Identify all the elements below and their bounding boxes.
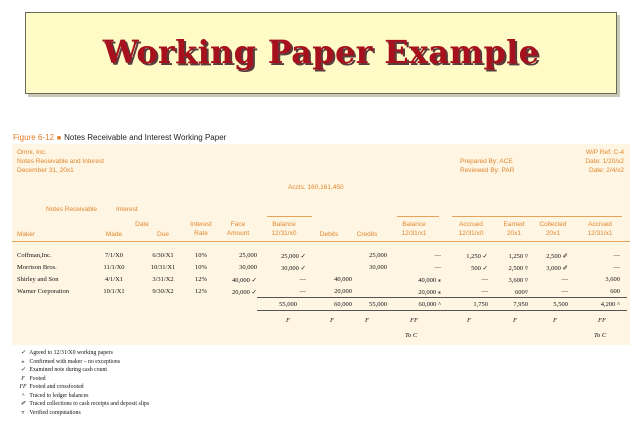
- legend-text: Agreed to 12/31/X0 working papers: [29, 350, 113, 356]
- cell-collected: —: [561, 288, 568, 295]
- to-c-mark: To C: [594, 332, 607, 339]
- cell-due: 3/31/X2: [152, 276, 174, 283]
- legend-text: Footed: [29, 375, 46, 382]
- cell-rate: 12%: [195, 288, 207, 295]
- footing-mark: F: [365, 317, 369, 324]
- col-maker: Maker: [17, 231, 36, 238]
- cell-rate: 10%: [195, 264, 207, 271]
- cell-face: 30,000: [239, 264, 257, 271]
- cell-made: 11/1/X0: [103, 264, 125, 271]
- totals-rule: [257, 310, 627, 311]
- paper-date: December 31, 20x1: [17, 167, 74, 174]
- legend-symbol: ✓: [20, 367, 26, 373]
- cell-acc-begin: 1,250 ✓: [466, 253, 488, 260]
- col-debits: Debits: [319, 231, 339, 238]
- total-debits: 60,000: [334, 301, 352, 308]
- legend-symbol: ▿: [21, 409, 25, 416]
- legend-symbol: F: [21, 375, 25, 382]
- legend-item: [18, 400, 149, 409]
- cell-collected: 3,000 ✐: [546, 265, 568, 272]
- cell-bal-end: —: [434, 252, 441, 259]
- cell-maker: Warner Corporation: [17, 288, 69, 295]
- cell-credits: 25,000: [369, 252, 387, 259]
- reviewed-by: Reviewed By: PAR: [460, 167, 515, 174]
- cell-due: 9/30/X2: [152, 288, 174, 295]
- cell-rate: 10%: [195, 252, 207, 259]
- col-balance-begin: Balance 12/31/x0: [271, 221, 297, 237]
- cell-bal-begin: 30,000 ✓: [281, 265, 306, 272]
- total-balance-begin: 55,000: [279, 301, 297, 308]
- cell-acc-begin: —: [481, 276, 488, 283]
- col-credits: Credits: [356, 231, 378, 238]
- footing-mark: F: [286, 317, 290, 324]
- client-name: Omni, Inc.: [17, 149, 47, 156]
- total-balance-end: 60,000 ^: [418, 301, 441, 308]
- col-accrued-begin: Accrued 12/31/x0: [458, 221, 484, 237]
- col-interest-rate: Interest Rate: [190, 221, 212, 237]
- legend-item: [18, 366, 149, 375]
- legend-symbol: ⁎: [21, 358, 25, 365]
- cell-bal-begin: 25,000 ✓: [281, 253, 306, 260]
- prepared-date: Date: 1/20/x2: [585, 158, 624, 165]
- legend-text: Verified computations: [29, 409, 81, 416]
- col-made: Made: [105, 231, 123, 238]
- accounts-ref: Accts. 160,161,450: [288, 184, 344, 191]
- footing-mark: F: [553, 317, 557, 324]
- cell-maker: Coffman,Inc.: [17, 252, 52, 259]
- cell-made: 10/1/X1: [103, 288, 125, 295]
- footing-mark: F: [513, 317, 517, 324]
- legend-item: [18, 392, 149, 401]
- cell-bal-begin: —: [299, 288, 306, 295]
- cell-earned: 600▿: [514, 289, 528, 296]
- col-earned: Earned 20x1: [503, 221, 525, 237]
- cell-acc-end: 600: [610, 288, 620, 295]
- divider: [452, 216, 622, 217]
- legend-item: [18, 375, 149, 384]
- cell-face: 25,000: [239, 252, 257, 259]
- legend-item: [18, 383, 149, 392]
- footing-mark: F: [330, 317, 334, 324]
- divider: [397, 216, 439, 217]
- cell-collected: —: [561, 276, 568, 283]
- cell-maker: Shirley and Son: [17, 276, 59, 283]
- total-accrued-begin: 1,750: [473, 301, 488, 308]
- prepared-by: Prepared By: ACE: [460, 158, 513, 165]
- cell-acc-end: —: [613, 252, 620, 259]
- figure-caption: [13, 133, 226, 142]
- col-date: Date: [135, 221, 149, 228]
- col-accrued-end: Accrued 12/31/x1: [587, 221, 613, 237]
- group-interest: Interest: [116, 206, 138, 213]
- legend-item: [18, 358, 149, 367]
- cell-due: 6/30/X1: [152, 252, 174, 259]
- cell-acc-end: —: [613, 264, 620, 271]
- legend-text: Traced to ledger balances: [29, 392, 89, 399]
- col-balance-end: Balance 12/31/x1: [401, 221, 427, 237]
- slide-title-box: [25, 12, 617, 94]
- cell-bal-end: 40,000 ⁎: [418, 277, 441, 284]
- reviewed-date: Date: 2/4/x2: [588, 167, 624, 174]
- col-due: Due: [157, 231, 169, 238]
- cell-collected: 2,500 ✐: [546, 253, 568, 260]
- legend-symbol: ^: [21, 392, 25, 399]
- legend-symbol: ✓: [20, 350, 26, 356]
- divider: [12, 241, 630, 242]
- legend-item: [18, 409, 149, 418]
- total-collected: 5,500: [553, 301, 568, 308]
- cell-due: 10/31/X1: [150, 264, 176, 271]
- cell-acc-end: 3,600: [605, 276, 620, 283]
- paper-subject: Notes Receivable and Interest: [17, 158, 105, 165]
- cell-bal-begin: —: [299, 276, 306, 283]
- figure-label: Figure 6-12: [13, 133, 54, 142]
- legend-text: Confirmed with maker – no exceptions: [29, 358, 121, 365]
- cell-earned: 1,250 ▿: [508, 253, 528, 260]
- cell-earned: 3,600 ▿: [508, 277, 528, 284]
- cell-made: 7/1/X0: [104, 252, 124, 259]
- figure-caption-text: Notes Receivable and Interest Working Paper: [64, 133, 227, 142]
- footing-mark: FF: [410, 317, 418, 324]
- legend-text: Examined note during cash count: [29, 367, 108, 373]
- totals-rule: [257, 297, 627, 298]
- col-collected: Collected 20x1: [539, 221, 567, 237]
- legend-item: [18, 349, 149, 358]
- cell-bal-end: —: [434, 264, 441, 271]
- cell-maker: Morrison Bros.: [17, 264, 57, 271]
- cell-rate: 12%: [195, 276, 207, 283]
- legend-symbol: ✐: [20, 401, 26, 407]
- col-face-amount: Face Amount: [226, 221, 250, 237]
- cell-face: 20,000 ✓: [232, 289, 257, 296]
- cell-face: 40,000 ✓: [232, 277, 257, 284]
- legend-symbol: FF: [19, 384, 27, 390]
- divider: [267, 216, 312, 217]
- cell-acc-begin: —: [481, 288, 488, 295]
- slide-title: Working Paper Example: [102, 33, 540, 71]
- total-accrued-end: 4,200 ^: [600, 301, 620, 308]
- working-paper: [12, 144, 630, 345]
- cell-debits: 20,000: [334, 288, 352, 295]
- cell-debits: 40,000: [334, 276, 352, 283]
- total-credits: 55,000: [369, 301, 387, 308]
- to-c-mark: To C: [405, 332, 418, 339]
- footing-mark: FF: [598, 317, 606, 324]
- total-earned: 7,950: [513, 301, 528, 308]
- cell-made: 4/1/X1: [104, 276, 124, 283]
- wp-reference: W/P Ref: C-4: [585, 149, 624, 156]
- group-notes-receivable: Notes Receivable: [46, 206, 97, 213]
- legend-text: Traced collections to cash receipts and deposit slips: [29, 401, 150, 407]
- bullet-icon: ■: [56, 135, 62, 142]
- tickmark-legend: [18, 349, 149, 417]
- footing-mark: F: [467, 317, 471, 324]
- legend-text: Footed and crossfooted: [29, 384, 84, 390]
- cell-bal-end: 20,000 ⁎: [418, 289, 441, 296]
- cell-acc-begin: 500 ✓: [471, 265, 488, 272]
- cell-earned: 2,500 ▿: [508, 265, 528, 272]
- cell-credits: 30,000: [369, 264, 387, 271]
